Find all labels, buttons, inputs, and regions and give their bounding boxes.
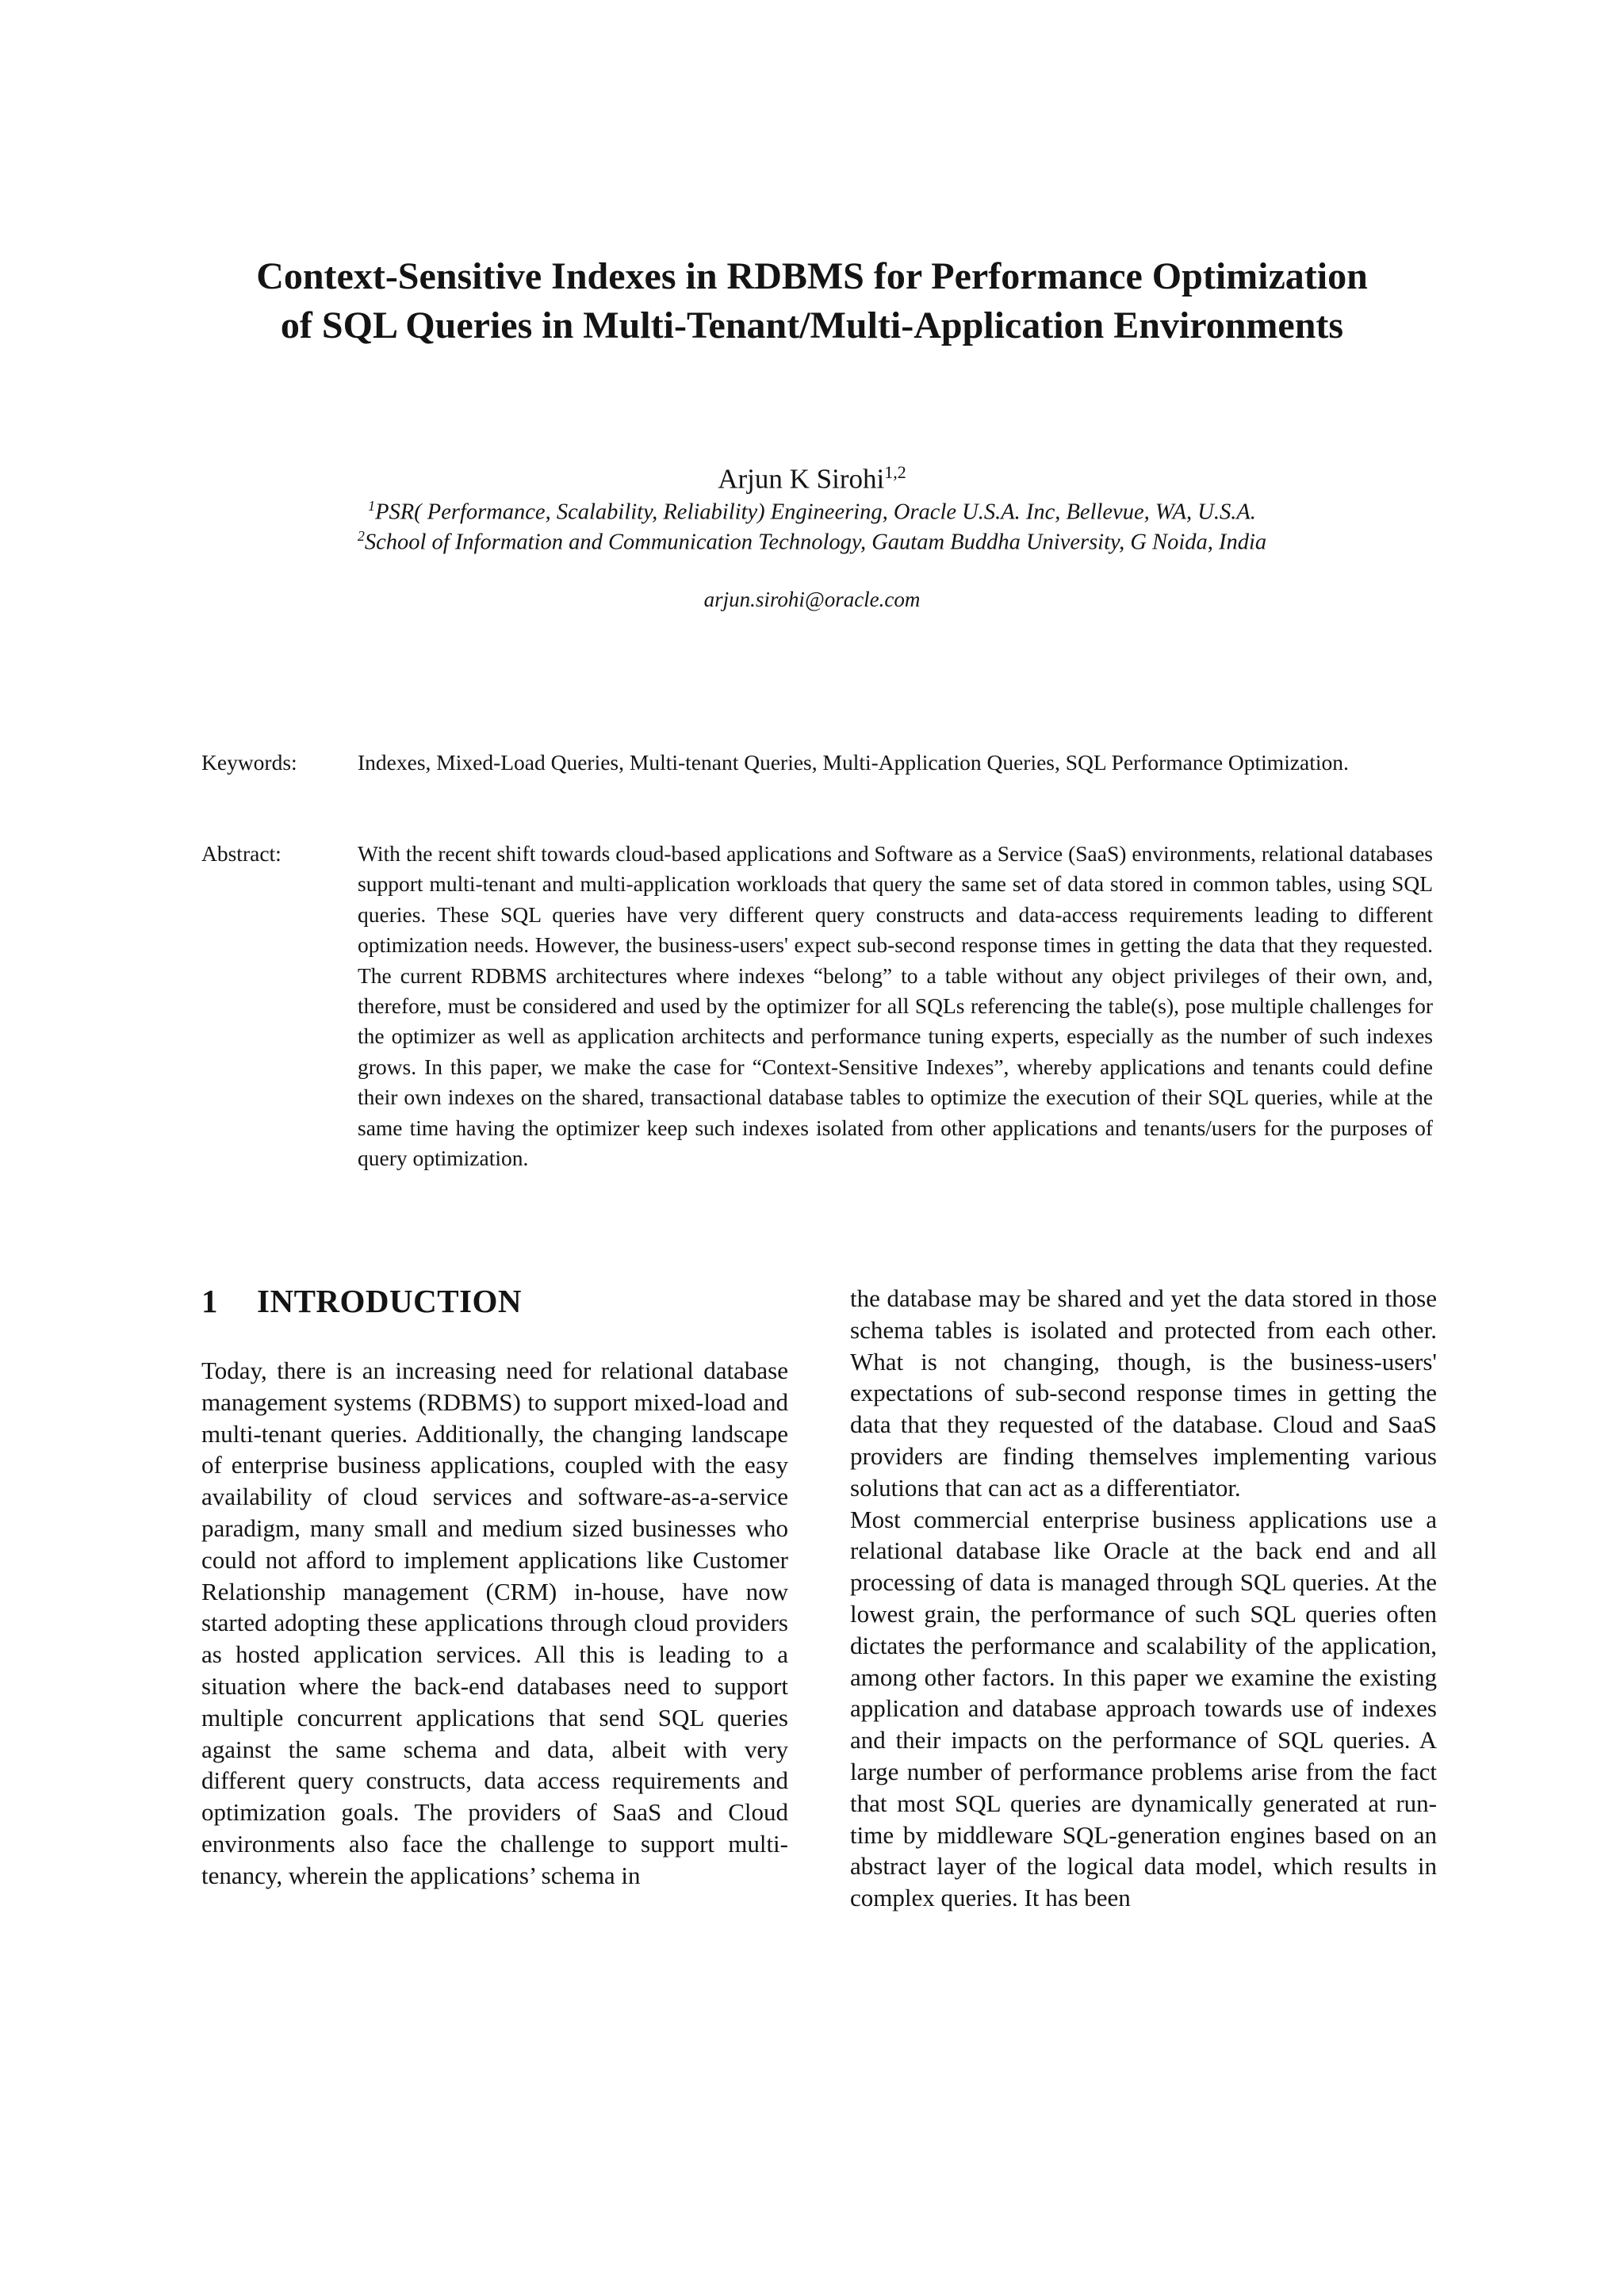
author-affiliation-marks: 1,2 — [884, 462, 906, 482]
affiliation-1-mark: 1 — [368, 498, 376, 514]
left-column-paragraph: Today, there is an increasing need for relational database management systems (RDBMS) to support mixed-load and multi-tenant queries. Additionally, the changing landscape of enterprise business applications, coupled with the easy availability of cloud services and software-as-a-service paradigm, many small and medium sized businesses who could not afford to implement applications like Customer Relationship management (CRM) in-house, have now started adopting these applications through cloud providers as hosted application services. All this is leading to a situation where the back-end databases need to support multiple concurrent applications that send SQL queries against the same schema and data, albeit with very different query constructs, data access requirements and optimization goals. The providers of SaaS and Cloud environments also face the challenge to support multi-tenancy, wherein the applications’ schema in — [201, 1357, 788, 1889]
section-heading-introduction — [201, 1280, 522, 1322]
affiliation-2-text: School of Information and Communication Technology, Gautam Buddha University, G Noida, India — [364, 530, 1267, 555]
author-line — [159, 455, 1465, 497]
affiliation-1-text: PSR( Performance, Scalability, Reliability) Engineering, Oracle U.S.A. Inc, Bellevue, WA, U.S.A. — [375, 499, 1256, 525]
affiliation-2 — [159, 522, 1465, 557]
abstract-label: Abstract: — [201, 841, 282, 866]
author-name: Arjun K Sirohi — [718, 463, 885, 495]
keywords-text: Indexes, Mixed-Load Queries, Multi-tenant Queries, Multi-Application Queries, SQL Performance Optimization. — [358, 750, 1349, 775]
keywords-label: Keywords: — [201, 750, 297, 775]
abstract-text: With the recent shift towards cloud-based applications and Software as a Service (SaaS) environments, relational databases support multi-tenant and multi-application workloads that query the same set of data stored in common tables, using SQL queries. These SQL queries have very different query constructs and data-access requirements leading to different optimization needs. However, the business-users' expect sub-second response times in getting the data that they requested. The current RDBMS architectures where indexes “belong” to a table without any object privileges of their own, and, therefore, must be considered and used by the optimizer for all SQLs referencing the table(s), pose multiple challenges for the optimizer as well as application architects and performance tuning experts, especially as the number of such indexes grows. In this paper, we make the case for “Context-Sensitive Indexes”, whereby applications and tenants could define their own indexes on the shared, transactional database tables to optimize the execution of their SQL queries, while at the same time having the optimizer keep such indexes isolated from other applications and tenants/users for the purposes of query optimization. — [358, 841, 1433, 1171]
right-column — [850, 1283, 1437, 1914]
affiliation-2-mark: 2 — [357, 528, 365, 544]
author-email: arjun.sirohi@oracle.com — [703, 587, 921, 611]
title-line-2: of SQL Queries in Multi-Tenant/Multi-Application Environments — [280, 304, 1344, 346]
section-number: 1 — [201, 1283, 218, 1319]
section-title: INTRODUCTION — [257, 1283, 523, 1319]
right-column-paragraph-2: Most commercial enterprise business applications use a relational database like Oracle at the back end and all processing of data is managed through SQL queries. At the lowest grain, the performance of such SQL queries often dictates the performance and scalability of the application, among other factors. In this paper we examine the existing application and database approach towards use of indexes and their impacts on the performance of SQL queries. A large number of performance problems arise from the fact that most SQL queries are dynamically generated at run-time by middleware SQL-generation engines based on an abstract layer of the logical data model, which results in complex queries. It has been — [850, 1505, 1437, 1912]
title-line-1: Context-Sensitive Indexes in RDBMS for Performance Optimization — [256, 255, 1368, 297]
right-column-paragraph-1: the database may be shared and yet the data stored in those schema tables is isolated and protected from each other. What is not changing, though, is the business-users' expectations of sub-second response times in getting the data that they requested of the database. Cloud and SaaS providers are finding themselves implementing various solutions that can act as a differentiator. — [850, 1284, 1437, 1502]
paper-title — [159, 252, 1465, 350]
left-column — [201, 1355, 788, 1892]
